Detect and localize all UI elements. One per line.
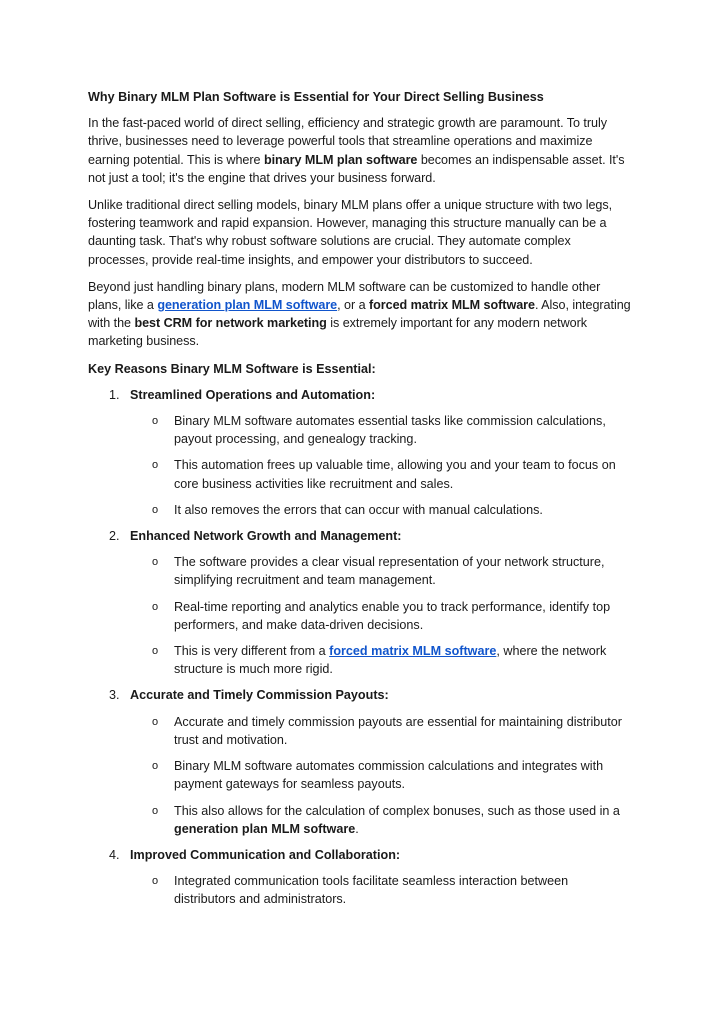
bullet-item xyxy=(88,598,631,634)
forced-matrix-link[interactable]: forced matrix MLM software xyxy=(329,644,497,659)
intro-p3-text-b: , or a xyxy=(337,298,369,313)
bullet-circle-icon: o xyxy=(152,600,159,613)
reason-heading xyxy=(88,686,631,704)
bullet-item xyxy=(88,802,631,838)
intro-paragraph-3 xyxy=(88,278,631,351)
bullet-circle-icon: o xyxy=(152,760,159,773)
reasons-heading: Key Reasons Binary MLM Software is Essential: xyxy=(88,361,376,376)
intro-p1-bold: binary MLM plan software xyxy=(263,152,418,167)
reason-heading xyxy=(88,386,631,404)
reason-heading xyxy=(88,527,631,545)
bullet-text: Integrated communication tools facilitate seamless interaction between distributors and administrators. xyxy=(174,874,569,907)
bullet-circle-icon: o xyxy=(152,415,159,428)
bullet-circle-icon: o xyxy=(152,503,159,516)
reason-item-3 xyxy=(88,686,631,837)
bullet-circle-icon: o xyxy=(152,804,159,817)
bullet-item xyxy=(88,412,631,448)
bullet-text-bold: generation plan MLM software xyxy=(174,821,356,836)
intro-paragraph-2: Unlike traditional direct selling models, binary MLM plans offer a unique structure with two legs, fostering teamwork and rapid expansion. However, managing this structure manually can be a daunting task. That's why robust software solutions are crucial. They automate complex processes, provide real-time insights, and empower your distributors to succeed. xyxy=(88,198,613,267)
bullet-text: It also removes the errors that can occur with manual calculations. xyxy=(174,502,543,517)
reason-bullets xyxy=(88,553,631,678)
intro-p3-text-d: is extremely important for any modern network marketing business. xyxy=(88,316,587,349)
bullet-circle-icon: o xyxy=(152,459,159,472)
reason-title: Accurate and Timely Commission Payouts: xyxy=(130,688,389,703)
bullet-item xyxy=(88,501,631,519)
reason-item-4 xyxy=(88,846,631,909)
bullet-text: The software provides a clear visual representation of your network structure, simplifying recruitment and team management. xyxy=(174,555,605,588)
intro-p3-bold-1: forced matrix MLM software xyxy=(369,298,535,313)
reason-heading xyxy=(88,846,631,864)
bullet-item xyxy=(88,713,631,749)
reason-item-1 xyxy=(88,386,631,519)
reason-number: 3. xyxy=(109,688,120,703)
bullet-item xyxy=(88,872,631,908)
reason-title: Streamlined Operations and Automation: xyxy=(130,387,376,402)
intro-p1-text-a: In the fast-paced world of direct selling, efficiency and strategic growth are paramount. To truly thrive, businesses need to leverage powerful tools that streamline operations and maximize earning potential. This is where xyxy=(88,116,607,167)
document-title: Why Binary MLM Plan Software is Essential for Your Direct Selling Business xyxy=(88,90,544,104)
reason-number: 1. xyxy=(109,387,120,402)
bullet-item xyxy=(88,456,631,492)
bullet-circle-icon: o xyxy=(152,645,159,658)
bullet-text: Binary MLM software automates commission calculations and integrates with payment gateways for seamless payouts. xyxy=(174,759,604,792)
bullet-text-b: , where the network structure is much more rigid. xyxy=(174,644,607,677)
bullet-item xyxy=(88,642,631,678)
reason-number: 2. xyxy=(109,529,120,544)
reason-title: Improved Communication and Collaboration: xyxy=(130,847,401,862)
intro-p1-text-b: becomes an indispensable asset. It's not just a tool; it's the engine that drives your business forward. xyxy=(88,152,625,185)
reason-bullets xyxy=(88,412,631,519)
bullet-item xyxy=(88,757,631,793)
reason-title: Enhanced Network Growth and Management: xyxy=(130,529,402,544)
reason-bullets xyxy=(88,872,631,908)
intro-p3-text-c: . Also, integrating with the xyxy=(88,298,631,331)
bullet-text: This automation frees up valuable time, allowing you and your team to focus on core business activities like recruitment and sales. xyxy=(174,458,616,491)
intro-paragraph-1 xyxy=(88,114,631,187)
reason-number: 4. xyxy=(109,847,120,862)
intro-p3-text-a: Beyond just handling binary plans, modern MLM software can be customized to handle other plans, like a xyxy=(88,279,601,313)
bullet-text xyxy=(174,644,606,676)
bullet-text-b: . xyxy=(355,821,359,836)
bullet-text: Accurate and timely commission payouts are essential for maintaining distributor trust and motivation. xyxy=(174,714,622,747)
bullet-text: Binary MLM software automates essential tasks like commission calculations, payout processing, and genealogy tracking. xyxy=(174,414,606,447)
bullet-text xyxy=(174,804,620,836)
bullet-text: Real-time reporting and analytics enable you to track performance, identify top performers, and make data-driven decisions. xyxy=(174,599,611,632)
intro-p3-bold-2: best CRM for network marketing xyxy=(134,316,327,331)
bullet-text-a: This is very different from a xyxy=(174,644,330,659)
bullet-circle-icon: o xyxy=(152,875,159,888)
reason-bullets xyxy=(88,713,631,838)
generation-plan-link[interactable]: generation plan MLM software xyxy=(157,298,338,313)
bullet-circle-icon: o xyxy=(152,556,159,569)
bullet-item xyxy=(88,553,631,589)
reason-item-2 xyxy=(88,527,631,678)
bullet-text-a: This also allows for the calculation of complex bonuses, such as those used in a xyxy=(174,803,620,818)
bullet-circle-icon: o xyxy=(152,715,159,728)
reasons-list xyxy=(88,386,631,909)
